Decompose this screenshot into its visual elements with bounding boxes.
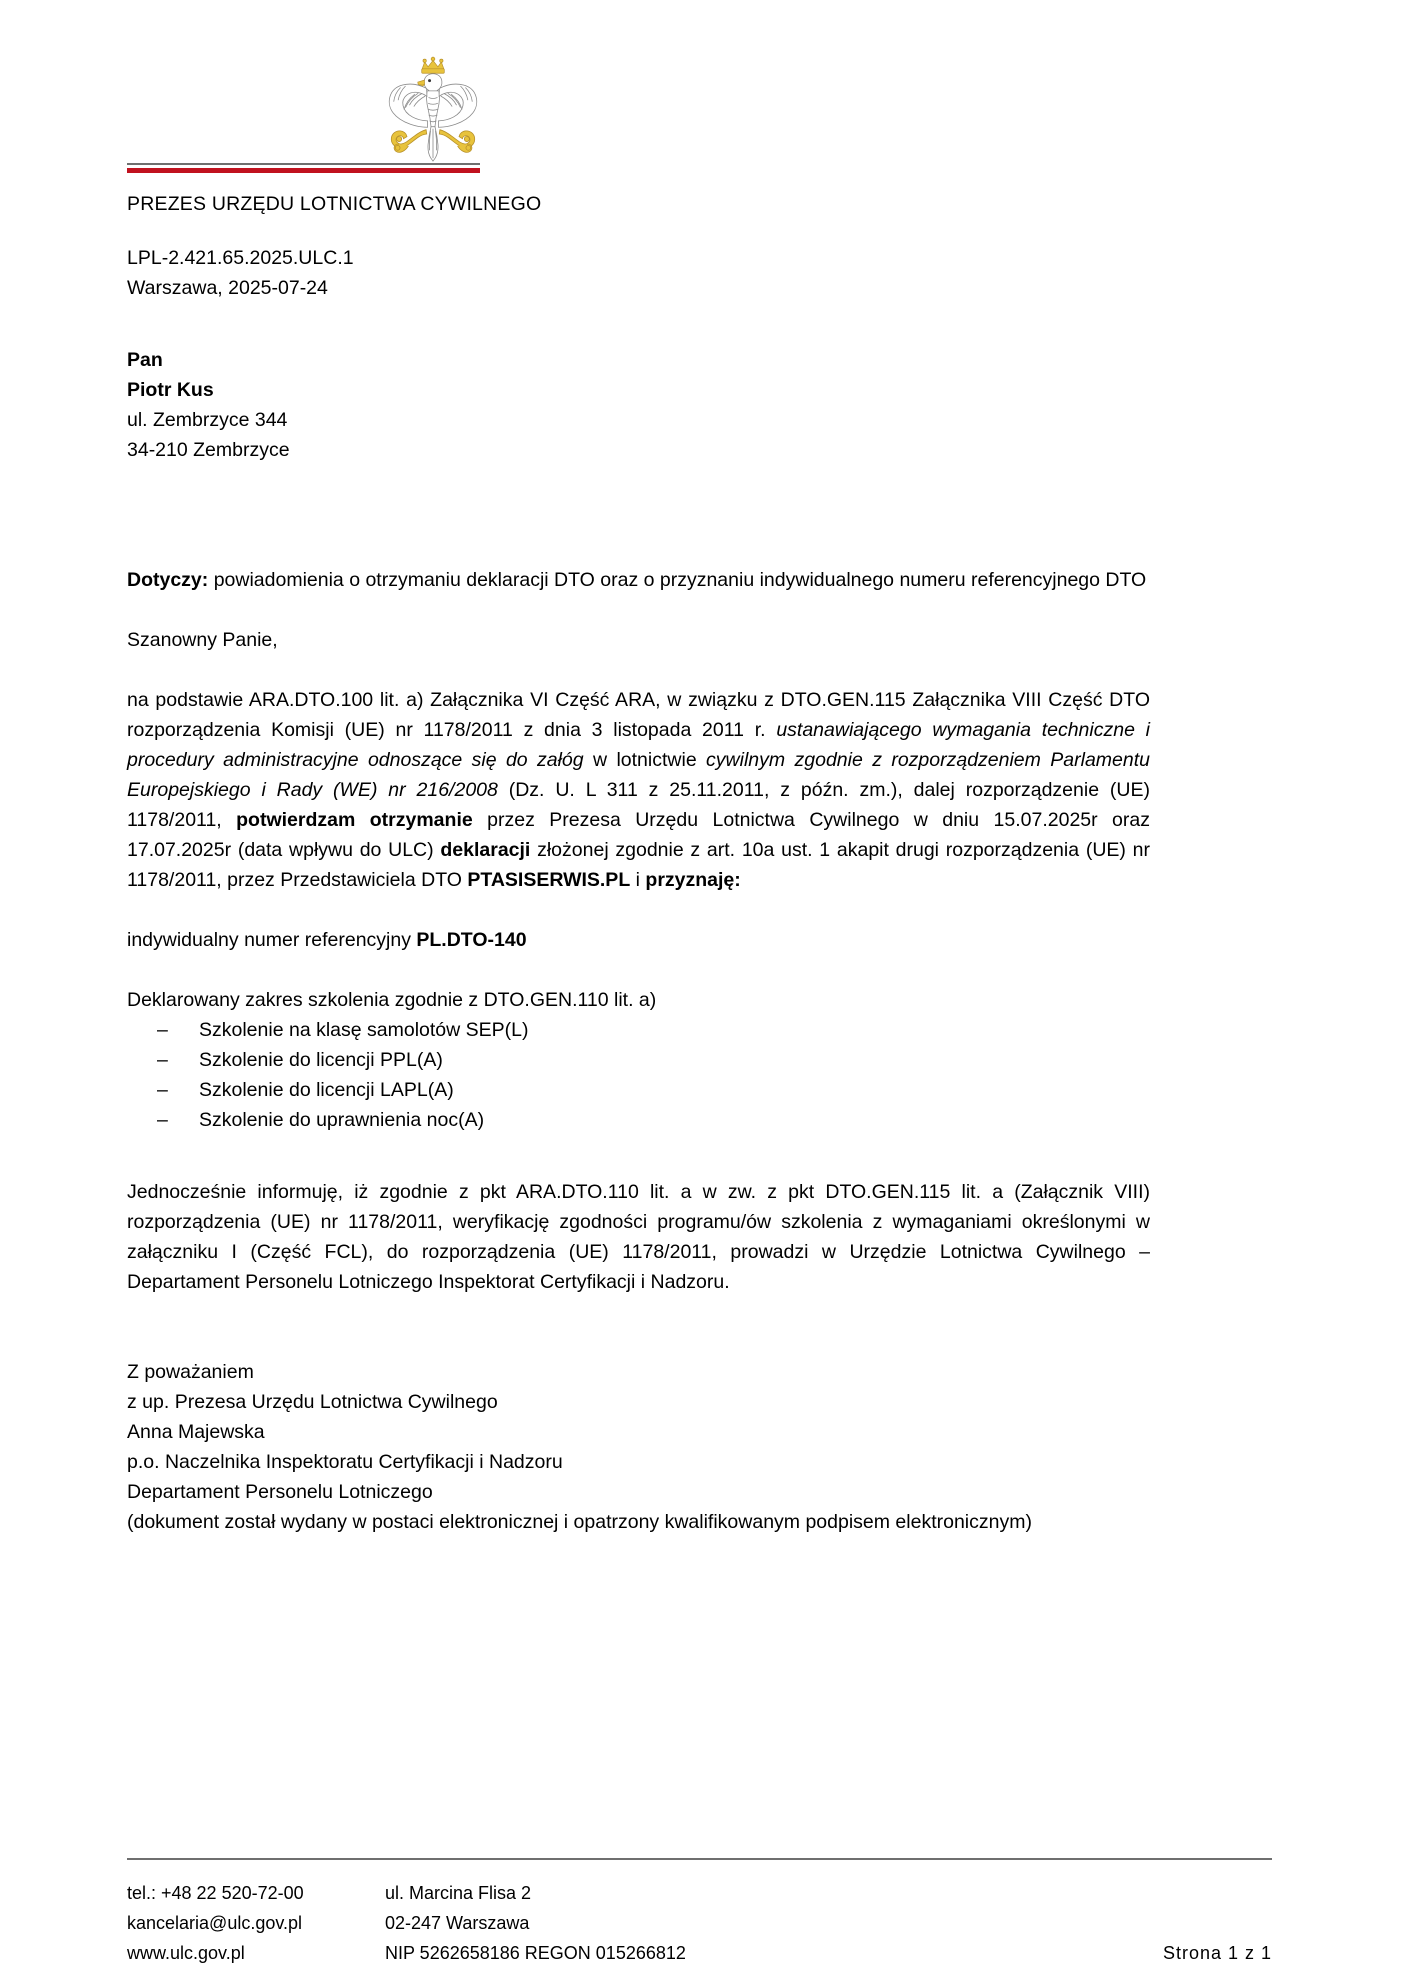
list-item-label: Szkolenie na klasę samolotów SEP(L) <box>199 1019 529 1041</box>
reference-number: LPL-2.421.65.2025.ULC.1 <box>127 247 354 269</box>
footer-phone: tel.: +48 22 520-72-00 <box>127 1882 304 1903</box>
addressee-salutation: Pan <box>127 349 163 371</box>
signature-electronic-note: (dokument został wydany w postaci elektronicznej i opatrzony kwalifikowanym podpisem elektronicznym) <box>127 1511 1032 1533</box>
list-item <box>127 1015 1150 1045</box>
list-item-label: Szkolenie do uprawnienia noc(A) <box>199 1109 485 1131</box>
subject-line <box>127 565 1150 595</box>
footer-page-number: Strona 1 z 1 <box>1162 1942 1272 1963</box>
header-rule-red <box>127 168 480 173</box>
footer-rule <box>127 1858 1272 1860</box>
footer-address-street: ul. Marcina Flisa 2 <box>385 1882 532 1903</box>
footer-page-column <box>1163 1938 1272 1968</box>
main-seg-3: (Dz. U. L 311 z 25.11.2011, z późn. zm.), dalej rozporządzenie (UE) 1178/2011, <box>127 779 1150 831</box>
main-italic-1: ustanawiającego wymagania techniczne i procedury administracyjne odnoszące się do załóg <box>127 719 1150 771</box>
organization-title: PREZES URZĘDU LOTNICTWA CYWILNEGO <box>127 193 542 215</box>
dash-marker-icon: – <box>157 1109 168 1131</box>
main-bold-1: potwierdzam otrzymanie <box>236 809 473 831</box>
signature-line-2: z up. Prezesa Urzędu Lotnictwa Cywilnego <box>127 1391 498 1413</box>
footer-address-column <box>385 1878 1163 1968</box>
greeting: Szanowny Panie, <box>127 629 278 651</box>
main-seg-1: na podstawie ARA.DTO.100 lit. a) Załącznika VI Część ARA, w związku z DTO.GEN.115 Załącznika VIII Część DTO rozporządzenia Komisji (UE) nr 1178/2011 z dnia 3 listopada 2011 r. <box>127 689 1150 741</box>
reference-grant-number: PL.DTO-140 <box>416 929 527 951</box>
dash-marker-icon: – <box>157 1079 168 1101</box>
subject-label: Dotyczy: <box>127 569 209 591</box>
list-item <box>127 1075 1150 1105</box>
reference-grant-line <box>127 925 1150 955</box>
addressee-name: Piotr Kus <box>127 379 214 401</box>
signature-name: Anna Majewska <box>127 1421 265 1443</box>
main-paragraph <box>127 685 1150 895</box>
subject-text: powiadomienia o otrzymaniu deklaracji DTO oraz o przyznaniu indywidualnego numeru referencyjnego DTO <box>208 569 1147 591</box>
place-and-date: Warszawa, 2025-07-24 <box>127 277 328 299</box>
footer-email[interactable]: kancelaria@ulc.gov.pl <box>127 1912 303 1933</box>
list-item <box>127 1105 1150 1135</box>
signature-position: p.o. Naczelnika Inspektoratu Certyfikacji i Nadzoru <box>127 1451 563 1473</box>
header-rules <box>127 163 480 173</box>
letter-body <box>127 243 1150 1537</box>
main-seg-4: przez Prezesa Urzędu Lotnictwa Cywilnego w dniu 15.07.2025r oraz 17.07.2025r (data wpływu do ULC) <box>127 809 1150 861</box>
polish-eagle-emblem <box>379 52 487 174</box>
signature-department: Departament Personelu Lotniczego <box>127 1481 433 1503</box>
main-bold-4: przyznaję: <box>645 869 741 891</box>
header-rule-gray <box>127 163 480 165</box>
closing-paragraph: Jednocześnie informuję, iż zgodnie z pkt ARA.DTO.110 lit. a w zw. z pkt DTO.GEN.115 lit. a (Załącznik VIII) rozporządzenia (UE) nr 1178/2011, weryfikację zgodności programu/ów szkolenia z wymaganiami określonymi w załączniku I (Część FCL), do rozporządzenia (UE) 1178/2011, prowadzi w Urzędzie Lotnictwa Cywilnego – Departament Personelu Lotniczego Inspektorat Certyfikacji i Nadzoru. <box>127 1181 1150 1293</box>
main-italic-2: cywilnym zgodnie z rozporządzeniem Parlamentu Europejskiego i Rady (WE) nr 216/2008 <box>127 749 1150 801</box>
footer-contact-column <box>127 1878 385 1968</box>
reference-grant-prefix: indywidualny numer referencyjny <box>127 929 417 951</box>
main-seg-5: złożonej zgodnie z art. 10a ust. 1 akapit drugi rozporządzenia (UE) nr 1178/2011, przez Przedstawiciela DTO <box>127 839 1150 891</box>
addressee-street: ul. Zembrzyce 344 <box>127 409 288 431</box>
dash-marker-icon: – <box>157 1019 168 1041</box>
signature-line-1: Z poważaniem <box>127 1361 254 1383</box>
main-bold-2: deklaracji <box>440 839 531 861</box>
training-scope-heading: Deklarowany zakres szkolenia zgodnie z DTO.GEN.110 lit. a) <box>127 989 657 1011</box>
emblem-container <box>0 52 1405 179</box>
dash-marker-icon: – <box>157 1049 168 1071</box>
addressee-city: 34-210 Zembrzyce <box>127 439 290 461</box>
list-item-label: Szkolenie do licencji PPL(A) <box>199 1049 443 1071</box>
main-bold-3: PTASISERWIS.PL <box>467 869 631 891</box>
footer-website[interactable]: www.ulc.gov.pl <box>127 1942 245 1963</box>
footer-tax-ids: NIP 5262658186 REGON 015266812 <box>385 1942 686 1963</box>
main-seg-6: i <box>630 869 646 891</box>
page-footer <box>127 1858 1272 1968</box>
list-item <box>127 1045 1150 1075</box>
list-item-label: Szkolenie do licencji LAPL(A) <box>199 1079 454 1101</box>
training-scope-list <box>127 1015 1150 1135</box>
footer-address-city: 02-247 Warszawa <box>385 1912 530 1933</box>
main-seg-2: w lotnictwie <box>583 749 707 771</box>
